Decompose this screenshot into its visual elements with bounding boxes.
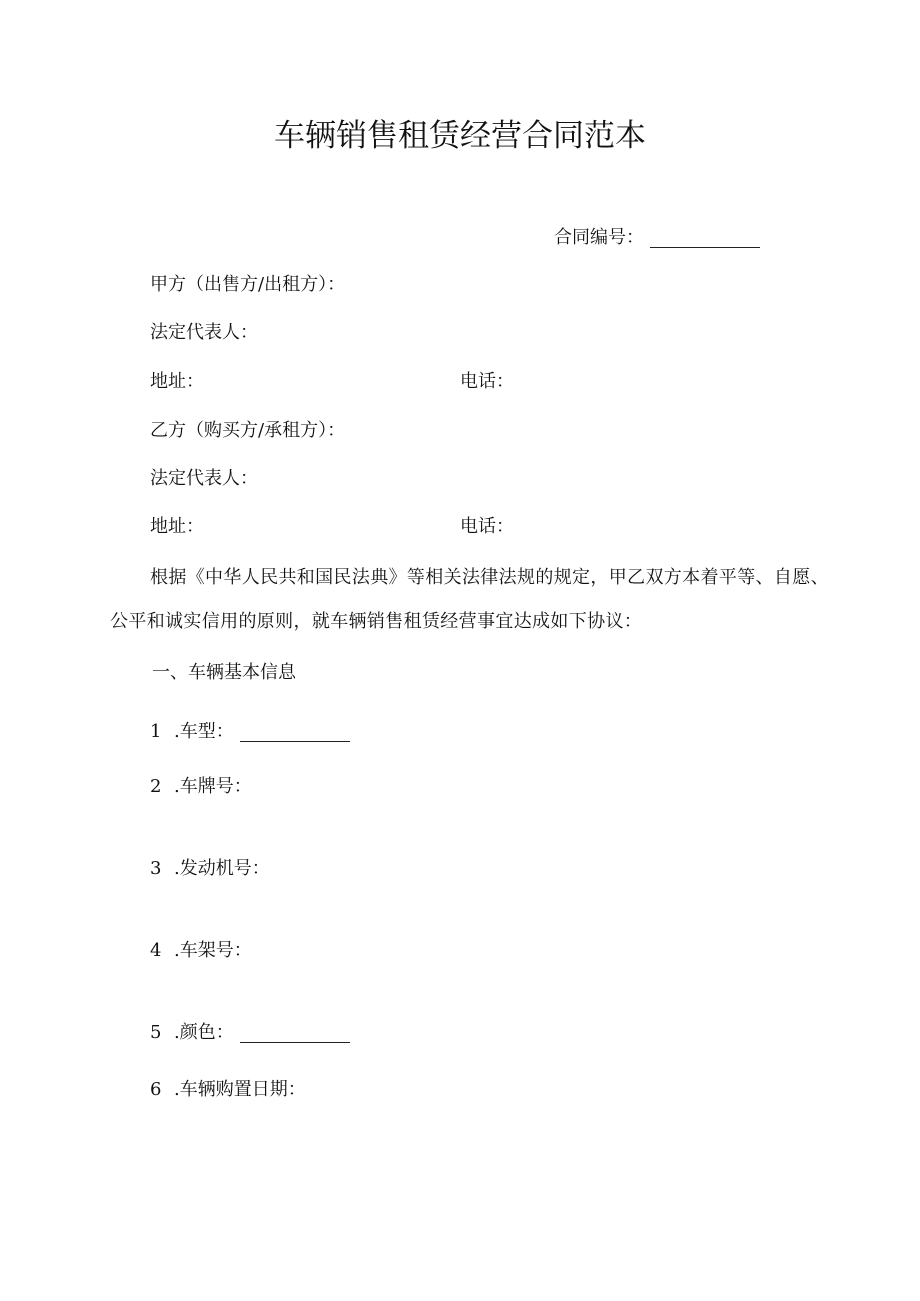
contract-number-line xyxy=(554,225,760,251)
plate-number-line xyxy=(150,774,252,800)
purchase-date-line xyxy=(150,1077,306,1103)
vehicle-model-blank xyxy=(240,723,350,742)
item-number: 1 xyxy=(150,721,162,742)
frame-number-line xyxy=(150,938,252,964)
party-a-address-label: 地址： xyxy=(150,371,204,392)
color-blank xyxy=(240,1024,350,1043)
party-b-phone-label: 电话： xyxy=(460,516,514,537)
party-b-rep-label: 法定代表人： xyxy=(150,468,258,489)
party-b-heading: 乙方（购买方/承租方）： xyxy=(150,420,346,441)
item-number: 4 xyxy=(150,940,162,961)
color-line xyxy=(150,1020,350,1046)
party-a-phone-label: 电话： xyxy=(460,371,514,392)
document-title: 车辆销售租赁经营合同范本 xyxy=(274,118,646,154)
engine-number-label: .发动机号： xyxy=(174,858,270,879)
section-1-heading: 一、车辆基本信息 xyxy=(152,662,296,683)
party-b-address-label: 地址： xyxy=(150,516,204,537)
contract-number-blank xyxy=(650,229,760,248)
vehicle-model-label: .车型： xyxy=(174,721,234,742)
vehicle-model-line xyxy=(150,719,350,745)
item-number: 6 xyxy=(150,1079,162,1100)
intro-paragraph: 根据《中华人民共和国民法典》等相关法律法规的规定，甲乙双方本着平等、自愿、公平和诚实信用的原则，就车辆销售租赁经营事宜达成如下协议： xyxy=(110,567,829,632)
party-a-rep-label: 法定代表人： xyxy=(150,322,258,343)
party-a-heading: 甲方（出售方/出租方）： xyxy=(150,274,346,295)
contract-number-label: 合同编号： xyxy=(554,227,644,248)
color-label: .颜色： xyxy=(174,1022,234,1043)
engine-number-line xyxy=(150,856,270,882)
item-number: 3 xyxy=(150,858,162,879)
plate-number-label: .车牌号： xyxy=(174,776,252,797)
item-number: 5 xyxy=(150,1022,162,1043)
frame-number-label: .车架号： xyxy=(174,940,252,961)
purchase-date-label: .车辆购置日期： xyxy=(174,1079,306,1100)
item-number: 2 xyxy=(150,776,162,797)
